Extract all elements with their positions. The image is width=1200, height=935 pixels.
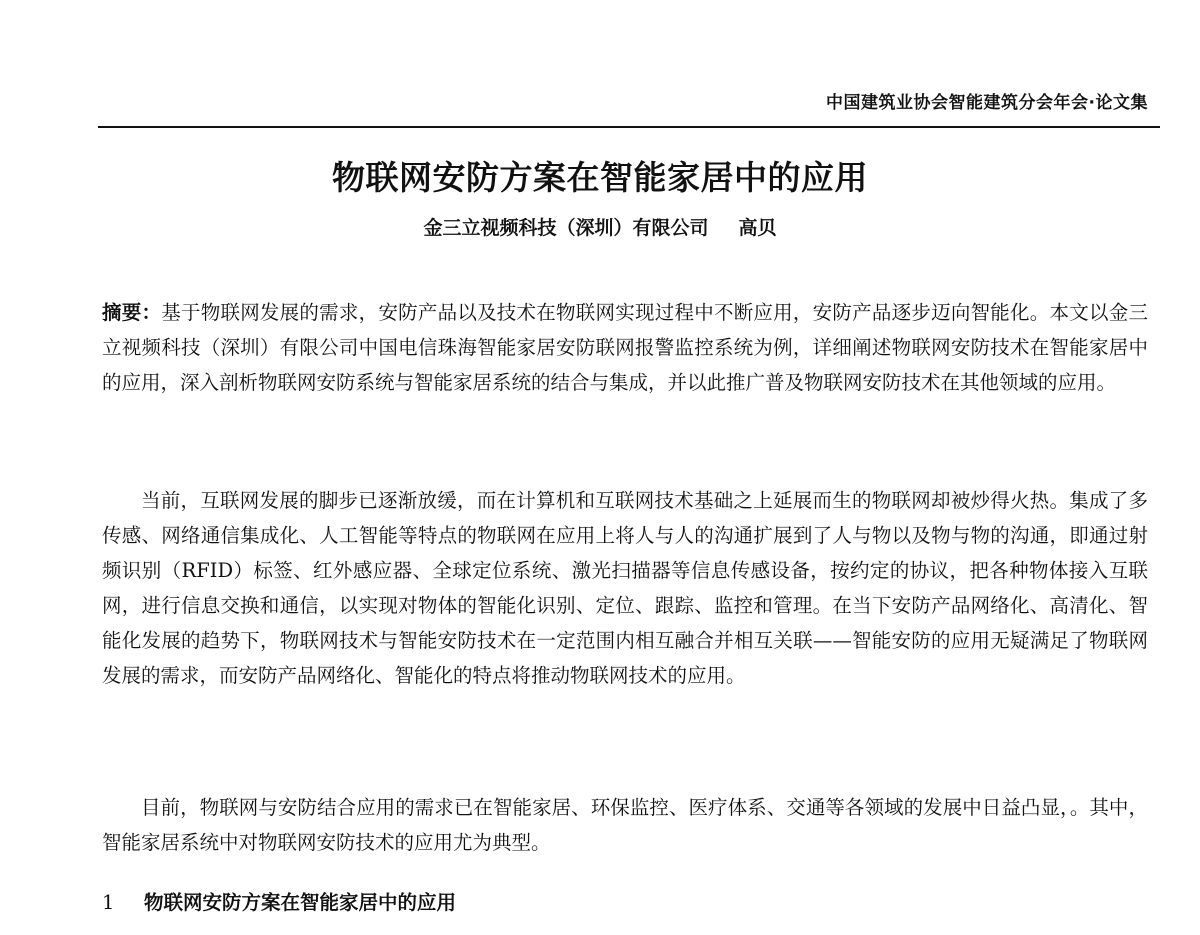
abstract bbox=[102, 295, 1148, 400]
section-number: 1 bbox=[102, 891, 115, 914]
running-header: 中国建筑业协会智能建筑分会年会·论文集 bbox=[826, 93, 1148, 113]
abstract-label: 摘要： bbox=[102, 301, 162, 324]
abstract-text: 基于物联网发展的需求，安防产品以及技术在物联网实现过程中不断应用，安防产品逐步迈向智能化。本文以金三立视频科技（深圳）有限公司中国电信珠海智能家居安防联网报警监控系统为例，详细阐述物联网安防技术在智能家居中的应用，深入剖析物联网安防系统与智能家居系统的结合与集成，并以此推广普及物联网安防技术在其他领域的应用。 bbox=[102, 301, 1148, 394]
section-heading bbox=[102, 887, 456, 915]
author-name: 高贝 bbox=[738, 217, 777, 239]
body-paragraph: 目前，物联网与安防结合应用的需求已在智能家居、环保监控、医疗体系、交通等各领域的发展中日益凸显，。其中，智能家居系统中对物联网安防技术的应用尤为典型。 bbox=[102, 796, 1148, 854]
section-title: 物联网安防方案在智能家居中的应用 bbox=[144, 891, 457, 914]
body-paragraph: 当前，互联网发展的脚步已逐渐放缓，而在计算机和互联网技术基础之上延展而生的物联网却被炒得火热。集成了多传感、网络通信集成化、人工智能等特点的物联网在应用上将人与人的沟通扩展到了人与物以及物与物的沟通，即通过射频识别（RFID）标签、红外感应器、全球定位系统、激光扫描器等信息传感设备，按约定的协议，把各种物体接入互联网，进行信息交换和通信，以实现对物体的智能化识别、定位、跟踪、监控和管理。在当下安防产品网络化、高清化、智能化发展的趋势下，物联网技术与智能安防技术在一定范围内相互融合并相互关联——智能安防的应用无疑满足了物联网发展的需求，而安防产品网络化、智能化的特点将推动物联网技术的应用。 bbox=[102, 489, 1148, 687]
paper-title: 物联网安防方案在智能家居中的应用 bbox=[332, 158, 868, 197]
byline bbox=[0, 213, 1200, 240]
author-organization: 金三立视频科技（深圳）有限公司 bbox=[423, 217, 709, 239]
header-rule bbox=[98, 126, 1160, 128]
